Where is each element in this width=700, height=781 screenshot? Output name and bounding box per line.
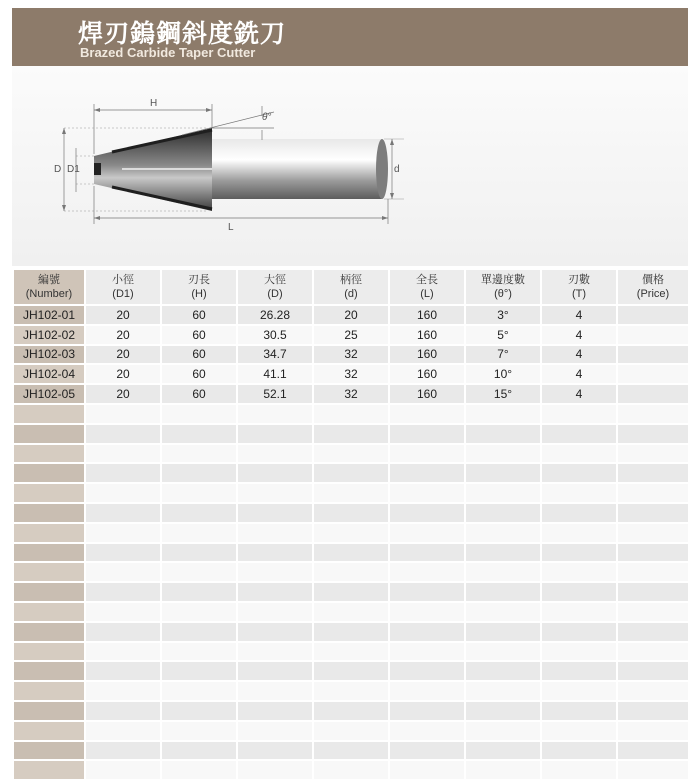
table-row — [14, 643, 688, 661]
cell-theta — [466, 623, 540, 641]
cell-d: 26.28 — [238, 306, 312, 324]
cell-number — [14, 742, 84, 760]
dim-d-small-label: d — [394, 164, 400, 175]
cell-shank-d — [314, 761, 388, 779]
cell-t — [542, 464, 616, 482]
cell-l — [390, 722, 464, 740]
cell-number: JH102-05 — [14, 385, 84, 403]
cell-price — [618, 702, 688, 720]
table-row — [14, 464, 688, 482]
table-row — [14, 346, 688, 364]
cell-theta — [466, 722, 540, 740]
cell-d — [238, 405, 312, 423]
header-theta: 單邊度數 (θ°) — [466, 270, 540, 304]
cell-number — [14, 524, 84, 542]
cell-d1 — [86, 524, 160, 542]
cell-t — [542, 623, 616, 641]
cell-theta — [466, 682, 540, 700]
cell-t — [542, 603, 616, 621]
cell-d1 — [86, 722, 160, 740]
table-row — [14, 544, 688, 562]
cell-d — [238, 425, 312, 443]
cell-d1 — [86, 544, 160, 562]
dim-theta-label: θ° — [262, 112, 272, 123]
cell-d1: 20 — [86, 385, 160, 403]
cell-l — [390, 761, 464, 779]
table-row — [14, 662, 688, 680]
cell-l — [390, 484, 464, 502]
cell-h — [162, 761, 236, 779]
cell-t: 4 — [542, 365, 616, 383]
cell-l — [390, 425, 464, 443]
cell-d1 — [86, 623, 160, 641]
table-row — [14, 484, 688, 502]
table-row — [14, 306, 688, 324]
cell-shank-d — [314, 623, 388, 641]
cell-d — [238, 484, 312, 502]
cell-theta — [466, 742, 540, 760]
cell-d1 — [86, 603, 160, 621]
cell-h: 60 — [162, 346, 236, 364]
table-row — [14, 385, 688, 403]
cell-t: 4 — [542, 346, 616, 364]
cell-price — [618, 544, 688, 562]
cell-price — [618, 425, 688, 443]
cell-price — [618, 405, 688, 423]
table-row — [14, 504, 688, 522]
taper-cutter-drawing — [12, 66, 688, 266]
cell-shank-d — [314, 425, 388, 443]
cell-number — [14, 484, 84, 502]
table-row — [14, 603, 688, 621]
cell-theta — [466, 603, 540, 621]
header-l: 全長 (L) — [390, 270, 464, 304]
cell-number — [14, 623, 84, 641]
cell-h — [162, 603, 236, 621]
cell-h — [162, 563, 236, 581]
cell-l — [390, 445, 464, 463]
cell-t — [542, 563, 616, 581]
cell-price — [618, 326, 688, 344]
cell-shank-d: 32 — [314, 346, 388, 364]
header-d1: 小徑 (D1) — [86, 270, 160, 304]
page-subtitle: Brazed Carbide Taper Cutter — [80, 45, 256, 60]
cell-t — [542, 484, 616, 502]
dim-l-label: L — [228, 222, 234, 233]
cell-t — [542, 425, 616, 443]
cell-d1 — [86, 504, 160, 522]
cell-l — [390, 405, 464, 423]
cell-h — [162, 643, 236, 661]
cell-shank-d — [314, 583, 388, 601]
cell-l — [390, 603, 464, 621]
cell-price — [618, 484, 688, 502]
cell-d — [238, 524, 312, 542]
cell-number — [14, 544, 84, 562]
cell-d1 — [86, 702, 160, 720]
cell-number: JH102-03 — [14, 346, 84, 364]
cell-price — [618, 583, 688, 601]
cell-theta — [466, 425, 540, 443]
cell-d — [238, 563, 312, 581]
cell-t — [542, 445, 616, 463]
cell-d1 — [86, 761, 160, 779]
cell-number — [14, 761, 84, 779]
cell-d1 — [86, 643, 160, 661]
cell-l: 160 — [390, 326, 464, 344]
cell-number — [14, 405, 84, 423]
cell-h — [162, 682, 236, 700]
cell-d — [238, 761, 312, 779]
table-header-row — [14, 270, 688, 304]
cell-price — [618, 445, 688, 463]
cell-d — [238, 682, 312, 700]
cell-l: 160 — [390, 346, 464, 364]
cell-d — [238, 544, 312, 562]
cell-number — [14, 662, 84, 680]
cell-shank-d: 32 — [314, 365, 388, 383]
cell-l — [390, 583, 464, 601]
cell-price — [618, 761, 688, 779]
cell-d — [238, 702, 312, 720]
cell-d — [238, 722, 312, 740]
table-row — [14, 722, 688, 740]
cell-h — [162, 583, 236, 601]
cell-shank-d — [314, 524, 388, 542]
table-row — [14, 563, 688, 581]
cell-price — [618, 464, 688, 482]
table-row — [14, 425, 688, 443]
cell-d1 — [86, 464, 160, 482]
dim-d-large-label: D — [54, 164, 62, 175]
cell-theta — [466, 643, 540, 661]
cell-d — [238, 643, 312, 661]
dim-h-label: H — [150, 98, 158, 109]
cell-t — [542, 504, 616, 522]
cell-h: 60 — [162, 365, 236, 383]
cell-d1 — [86, 583, 160, 601]
cell-price — [618, 603, 688, 621]
cell-l: 160 — [390, 365, 464, 383]
cell-theta — [466, 524, 540, 542]
tool-diagram — [12, 66, 688, 266]
cell-number — [14, 682, 84, 700]
table-row — [14, 761, 688, 779]
cell-l: 160 — [390, 385, 464, 403]
spec-table — [12, 268, 690, 781]
cell-h — [162, 405, 236, 423]
cell-number: JH102-01 — [14, 306, 84, 324]
cell-l — [390, 682, 464, 700]
cell-l — [390, 563, 464, 581]
table-row — [14, 365, 688, 383]
header-number: 編號 (Number) — [14, 270, 84, 304]
cell-price — [618, 365, 688, 383]
cell-shank-d — [314, 742, 388, 760]
cell-d1: 20 — [86, 365, 160, 383]
cell-theta — [466, 544, 540, 562]
cell-shank-d — [314, 563, 388, 581]
shank-end — [376, 139, 388, 199]
cell-price — [618, 306, 688, 324]
cell-shank-d — [314, 464, 388, 482]
cell-l — [390, 524, 464, 542]
cell-shank-d — [314, 682, 388, 700]
cell-theta: 15° — [466, 385, 540, 403]
cell-shank-d: 20 — [314, 306, 388, 324]
table-row — [14, 405, 688, 423]
cell-theta: 3° — [466, 306, 540, 324]
cell-number — [14, 504, 84, 522]
cell-l — [390, 643, 464, 661]
cell-d — [238, 504, 312, 522]
cell-t — [542, 682, 616, 700]
cell-h — [162, 484, 236, 502]
cell-h — [162, 464, 236, 482]
cell-d — [238, 445, 312, 463]
cell-shank-d — [314, 405, 388, 423]
cell-l — [390, 464, 464, 482]
cell-t — [542, 662, 616, 680]
cell-d1 — [86, 425, 160, 443]
cell-shank-d — [314, 603, 388, 621]
page-title: 焊刃鎢鋼斜度銑刀 — [78, 19, 287, 48]
title-band — [12, 8, 688, 66]
header-h: 刃長 (H) — [162, 270, 236, 304]
cell-h — [162, 722, 236, 740]
cell-price — [618, 563, 688, 581]
cell-l — [390, 662, 464, 680]
cell-t — [542, 524, 616, 542]
cell-theta — [466, 583, 540, 601]
cell-h — [162, 742, 236, 760]
cell-number — [14, 643, 84, 661]
cell-theta — [466, 702, 540, 720]
cell-h — [162, 702, 236, 720]
cell-theta: 5° — [466, 326, 540, 344]
cell-d1 — [86, 742, 160, 760]
cell-number — [14, 464, 84, 482]
cell-theta: 10° — [466, 365, 540, 383]
cell-shank-d — [314, 702, 388, 720]
table-row — [14, 702, 688, 720]
table-row — [14, 742, 688, 760]
cell-d — [238, 623, 312, 641]
cell-h — [162, 544, 236, 562]
table-row — [14, 524, 688, 542]
table-row — [14, 326, 688, 344]
cell-t — [542, 544, 616, 562]
cell-theta: 7° — [466, 346, 540, 364]
cell-d: 34.7 — [238, 346, 312, 364]
header-shank-d: 柄徑 (d) — [314, 270, 388, 304]
cell-d1 — [86, 563, 160, 581]
cell-shank-d — [314, 662, 388, 680]
cell-price — [618, 643, 688, 661]
cell-d — [238, 603, 312, 621]
cell-theta — [466, 761, 540, 779]
cell-number — [14, 425, 84, 443]
cell-shank-d — [314, 484, 388, 502]
cell-shank-d: 25 — [314, 326, 388, 344]
cell-t — [542, 583, 616, 601]
cell-l — [390, 544, 464, 562]
cell-price — [618, 682, 688, 700]
cell-shank-d — [314, 643, 388, 661]
cell-t — [542, 702, 616, 720]
cell-price — [618, 742, 688, 760]
table-row — [14, 623, 688, 641]
cell-theta — [466, 445, 540, 463]
cell-h: 60 — [162, 385, 236, 403]
cell-price — [618, 346, 688, 364]
cell-number — [14, 445, 84, 463]
cell-price — [618, 722, 688, 740]
cell-number — [14, 583, 84, 601]
cell-theta — [466, 504, 540, 522]
table-row — [14, 445, 688, 463]
cell-h — [162, 623, 236, 641]
cell-h — [162, 445, 236, 463]
cell-t — [542, 722, 616, 740]
cell-d1 — [86, 405, 160, 423]
cell-number — [14, 563, 84, 581]
cell-shank-d — [314, 504, 388, 522]
cell-h: 60 — [162, 306, 236, 324]
cell-d1 — [86, 445, 160, 463]
cell-l: 160 — [390, 306, 464, 324]
cell-t: 4 — [542, 306, 616, 324]
cell-theta — [466, 662, 540, 680]
dim-d1-label: D1 — [67, 164, 80, 175]
cell-d1 — [86, 682, 160, 700]
cell-d: 41.1 — [238, 365, 312, 383]
cell-d: 30.5 — [238, 326, 312, 344]
cell-theta — [466, 405, 540, 423]
cell-t — [542, 742, 616, 760]
cell-d1 — [86, 484, 160, 502]
cell-t — [542, 405, 616, 423]
cell-h — [162, 524, 236, 542]
cell-shank-d: 32 — [314, 385, 388, 403]
cell-d — [238, 464, 312, 482]
cell-d1: 20 — [86, 326, 160, 344]
cell-d1: 20 — [86, 306, 160, 324]
cell-l — [390, 702, 464, 720]
header-d: 大徑 (D) — [238, 270, 312, 304]
cell-shank-d — [314, 544, 388, 562]
cell-number: JH102-02 — [14, 326, 84, 344]
cell-l — [390, 623, 464, 641]
cell-d — [238, 742, 312, 760]
cell-shank-d — [314, 445, 388, 463]
cell-h — [162, 425, 236, 443]
cell-price — [618, 504, 688, 522]
cell-number — [14, 702, 84, 720]
header-price: 價格 (Price) — [618, 270, 688, 304]
cell-theta — [466, 484, 540, 502]
cell-number — [14, 603, 84, 621]
cell-theta — [466, 464, 540, 482]
cell-price — [618, 662, 688, 680]
cell-h — [162, 504, 236, 522]
cell-h — [162, 662, 236, 680]
cell-d1 — [86, 662, 160, 680]
cell-shank-d — [314, 722, 388, 740]
cell-d1: 20 — [86, 346, 160, 364]
shank-body — [212, 139, 382, 199]
cell-t — [542, 643, 616, 661]
cell-l — [390, 504, 464, 522]
cell-price — [618, 623, 688, 641]
cell-l — [390, 742, 464, 760]
cell-t: 4 — [542, 326, 616, 344]
cell-price — [618, 524, 688, 542]
cell-t: 4 — [542, 385, 616, 403]
cell-h: 60 — [162, 326, 236, 344]
header-t: 刃數 (T) — [542, 270, 616, 304]
table-row — [14, 682, 688, 700]
cell-t — [542, 761, 616, 779]
cell-number: JH102-04 — [14, 365, 84, 383]
cell-theta — [466, 563, 540, 581]
table-row — [14, 583, 688, 601]
cell-price — [618, 385, 688, 403]
cell-number — [14, 722, 84, 740]
cell-d: 52.1 — [238, 385, 312, 403]
cell-d — [238, 662, 312, 680]
cell-d — [238, 583, 312, 601]
